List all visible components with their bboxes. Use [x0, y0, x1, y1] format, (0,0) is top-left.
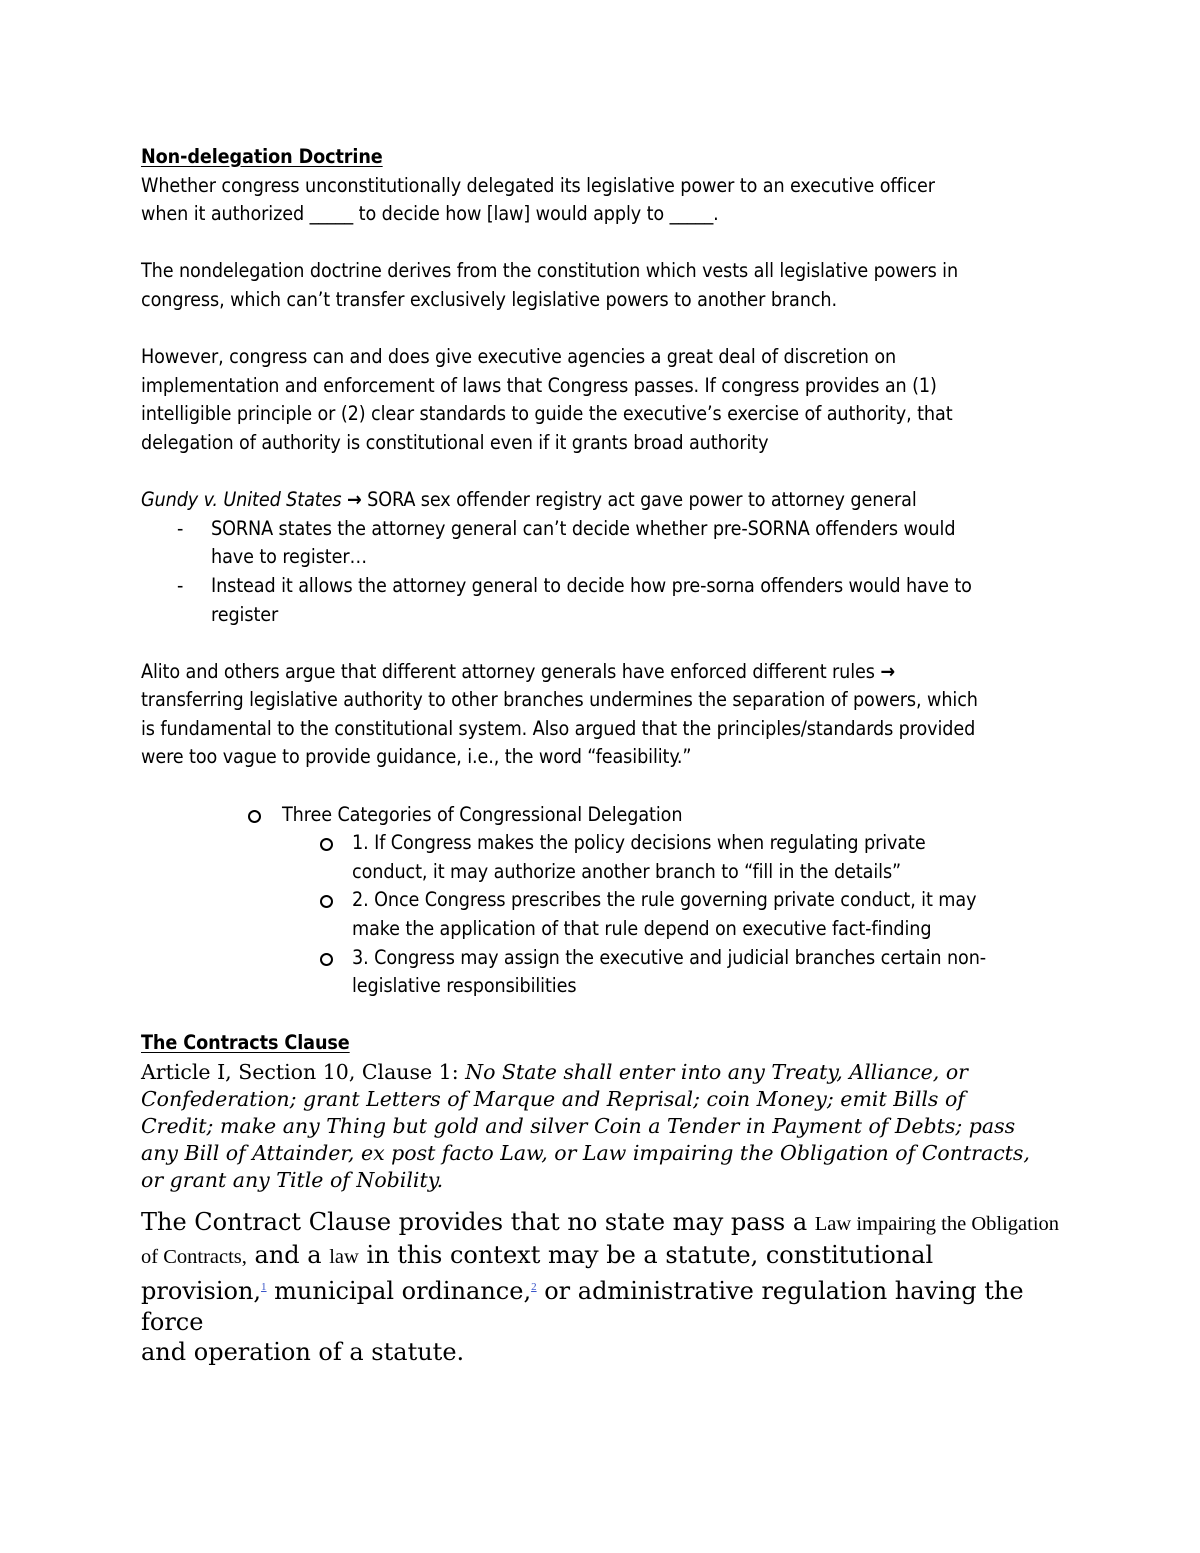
text-run: or administrative regulation having the force — [141, 1277, 1024, 1336]
list-item — [141, 829, 1071, 886]
list-item — [141, 515, 1071, 572]
text-run: provision, — [141, 1277, 262, 1305]
case-text: SORA sex offender registry act gave power to attorney general — [361, 488, 917, 512]
text-run: of Contracts, — [141, 1245, 247, 1268]
alito-line — [141, 658, 1071, 687]
circle-bullet-icon — [320, 895, 333, 908]
paragraph-line: However, congress can and does give executive agencies a great deal of discretion on — [141, 345, 897, 369]
text-run: Law impairing the Obligation — [814, 1213, 1060, 1235]
list-item-line: conduct, it may authorize another branch to “fill in the details” — [352, 859, 902, 883]
right-arrow-icon: → — [880, 659, 896, 683]
page-content — [141, 143, 1071, 1368]
list-item — [141, 886, 1071, 943]
paragraph-line: The nondelegation doctrine derives from the constitution which vests all legislative powers in — [141, 259, 959, 283]
list-item-line: 2. Once Congress prescribes the rule governing private conduct, it may — [352, 888, 977, 912]
quote-line — [141, 1059, 1071, 1086]
alito-line: transferring legislative authority to other branches undermines the separation of powers, which — [141, 688, 978, 712]
list-item-line: register — [211, 602, 279, 626]
list-item-line: 1. If Congress makes the policy decisions when regulating private — [352, 831, 926, 855]
paragraph-line: delegation of authority is constitutional even if it grants broad authority — [141, 430, 769, 454]
case-dash-list — [141, 515, 1071, 629]
case-name: Gundy v. United States — [141, 488, 342, 512]
nondelegation-section — [141, 143, 1071, 1058]
paragraph-line — [141, 1272, 1071, 1337]
categories-list — [141, 801, 1071, 1001]
question-line: when it authorized _____ to decide how [law] would apply to _____. — [141, 202, 719, 226]
circle-bullet-icon — [320, 953, 333, 966]
list-item-line: legislative responsibilities — [352, 974, 577, 998]
quote-line: any Bill of Attainder, ex post facto Law, or Law impairing the Obligation of Contracts, — [141, 1141, 1030, 1165]
footnote-link[interactable]: 2 — [531, 1281, 537, 1293]
paragraph-line: and operation of a statute. — [141, 1338, 465, 1366]
case-line — [141, 486, 1071, 515]
list-item-line: Instead it allows the attorney general to decide how pre-sorna offenders would have to — [211, 573, 972, 597]
contract-clause-paragraph — [141, 1207, 1071, 1368]
constitution-quote — [141, 1059, 1071, 1194]
footnote-link[interactable]: 1 — [261, 1281, 267, 1293]
question-line: Whether congress unconstitutionally delegated its legislative power to an executive officer — [141, 173, 935, 197]
text-run: The Contract Clause provides that no state may pass a — [141, 1208, 815, 1236]
list-item — [141, 572, 1071, 629]
alito-line: is fundamental to the constitutional system. Also argued that the principles/standards provided — [141, 716, 976, 740]
alito-line: were too vague to provide guidance, i.e., the word “feasibility.” — [141, 745, 692, 769]
circle-bullet-icon — [248, 810, 261, 823]
circle-bullet-icon — [320, 838, 333, 851]
text-run: municipal ordinance, — [266, 1277, 532, 1305]
text-run: in this context may be a statute, constitutional — [358, 1240, 934, 1269]
paragraph-line: congress, which can’t transfer exclusively legislative powers to another branch. — [141, 287, 837, 311]
text-run: law — [329, 1245, 359, 1268]
paragraph-line: implementation and enforcement of laws that Congress passes. If congress provides an (1) — [141, 373, 937, 397]
quote-text: No State shall enter into any Treaty, Alliance, or — [465, 1060, 968, 1084]
paragraph-line — [141, 1207, 1071, 1240]
paragraph-line — [141, 1240, 1071, 1273]
paragraph-line: intelligible principle or (2) clear standards to guide the executive’s exercise of authority, that — [141, 402, 953, 426]
list-item — [141, 944, 1071, 1001]
alito-text: Alito and others argue that different attorney generals have enforced different rules — [141, 659, 881, 683]
dash-marker: - — [177, 573, 184, 597]
list-item-line: SORNA states the attorney general can’t decide whether pre-SORNA offenders would — [211, 516, 956, 540]
quote-line: Confederation; grant Letters of Marque and Reprisal; coin Money; emit Bills of — [141, 1087, 965, 1111]
list-item — [141, 801, 1071, 830]
section-heading-nondelegation: Non-delegation Doctrine — [141, 145, 383, 168]
quote-citation: Article I, Section 10, Clause 1: — [141, 1060, 466, 1084]
right-arrow-icon: → — [346, 488, 362, 512]
categories-title: Three Categories of Congressional Delegation — [282, 802, 683, 826]
section-heading-contracts: The Contracts Clause — [141, 1031, 350, 1055]
list-item-line: make the application of that rule depend on executive fact-finding — [352, 917, 932, 941]
dash-marker: - — [177, 516, 184, 540]
text-run: and a — [246, 1240, 330, 1269]
list-item-line: have to register… — [211, 545, 368, 569]
quote-line: or grant any Title of Nobility. — [141, 1168, 444, 1192]
quote-line: Credit; make any Thing but gold and silver Coin a Tender in Payment of Debts; pass — [141, 1114, 1016, 1138]
list-item-line: 3. Congress may assign the executive and judicial branches certain non- — [352, 945, 987, 969]
